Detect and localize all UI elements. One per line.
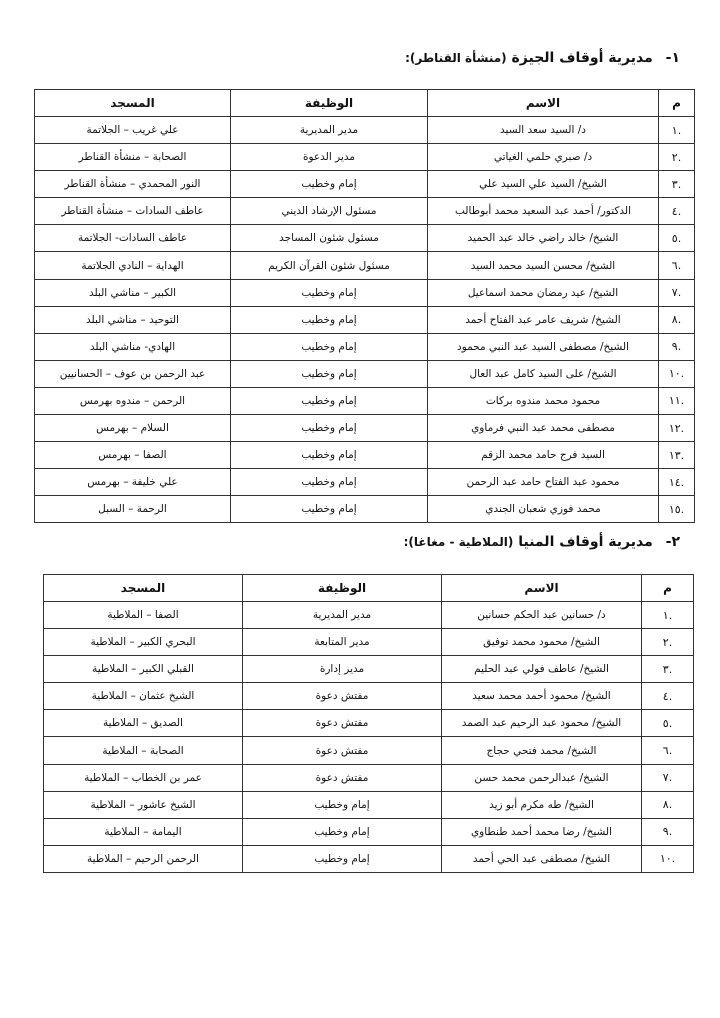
row-mosque: الهادي- مناشي البلد xyxy=(35,333,231,360)
row-mosque: التوحيد – مناشي البلد xyxy=(35,306,231,333)
row-job: إمام وخطيب xyxy=(231,496,428,523)
row-name: الدكتور/ أحمد عبد السعيد محمد أبوطالب xyxy=(428,198,659,225)
table-row xyxy=(35,469,695,496)
section-1-table-body xyxy=(35,117,695,523)
section-2-heading xyxy=(404,534,680,550)
table-row xyxy=(35,144,695,171)
row-job: إمام وخطيب xyxy=(231,442,428,469)
header-num: م xyxy=(642,575,694,602)
row-job: مسئول الإرشاد الديني xyxy=(231,198,428,225)
row-number: .٨ xyxy=(659,306,695,333)
row-job: مدير المتابعة xyxy=(243,629,442,656)
row-name: الشيخ/ محمد فتحي حجاج xyxy=(442,737,642,764)
row-name: د/ السيد سعد السيد xyxy=(428,117,659,144)
row-number: .٨ xyxy=(642,791,694,818)
row-number: .٢ xyxy=(642,629,694,656)
row-name: محمود محمد مندوه بركات xyxy=(428,387,659,414)
row-number: .٥ xyxy=(642,710,694,737)
table-row xyxy=(44,656,694,683)
row-number: .١٥ xyxy=(659,496,695,523)
row-job: مفتش دعوة xyxy=(243,710,442,737)
table-row xyxy=(44,683,694,710)
row-mosque: اليمامة – الملاطية xyxy=(44,818,243,845)
row-mosque: الشيخ عاشور – الملاطية xyxy=(44,791,243,818)
table-row xyxy=(44,818,694,845)
row-job: إمام وخطيب xyxy=(231,306,428,333)
row-name: الشيخ/ محمود أحمد محمد سعيد xyxy=(442,683,642,710)
section-2-title: مديرية أوقاف المنيا xyxy=(518,534,653,550)
table-row xyxy=(44,710,694,737)
table-row xyxy=(35,306,695,333)
table-row xyxy=(35,171,695,198)
row-mosque: السلام – بهرمس xyxy=(35,415,231,442)
section-1-table xyxy=(34,89,695,523)
row-mosque: الشيخ عثمان – الملاطية xyxy=(44,683,243,710)
row-name: د/ حسانين عبد الحكم حسانين xyxy=(442,602,642,629)
row-job: إمام وخطيب xyxy=(231,469,428,496)
row-mosque: عاطف السادات – منشأة القناطر xyxy=(35,198,231,225)
table-row xyxy=(44,791,694,818)
row-name: الشيخ/ شريف عامر عبد الفتاح أحمد xyxy=(428,306,659,333)
row-job: مدير المديرية xyxy=(231,117,428,144)
row-mosque: الرحمة – السبل xyxy=(35,496,231,523)
row-job: إمام وخطيب xyxy=(231,360,428,387)
row-number: .٥ xyxy=(659,225,695,252)
header-mosque: المسجد xyxy=(44,575,243,602)
row-name: الشيخ/ مصطفى عبد الحي أحمد xyxy=(442,845,642,872)
header-job: الوظيفة xyxy=(231,90,428,117)
row-mosque: الصفا – الملاطية xyxy=(44,602,243,629)
row-name: محمد فوزي شعبان الجندي xyxy=(428,496,659,523)
table-row xyxy=(35,252,695,279)
row-job: مدير الدعوة xyxy=(231,144,428,171)
row-name: الشيخ/ السيد علي السيد علي xyxy=(428,171,659,198)
header-num: م xyxy=(659,90,695,117)
row-number: .٩ xyxy=(642,818,694,845)
table-row xyxy=(35,415,695,442)
row-job: إمام وخطيب xyxy=(231,387,428,414)
section-2-table-body xyxy=(44,602,694,873)
row-number: .٦ xyxy=(659,252,695,279)
row-job: إمام وخطيب xyxy=(231,279,428,306)
table-header-row xyxy=(35,90,695,117)
row-job: إمام وخطيب xyxy=(231,333,428,360)
section-1-subtitle: (منشأة القناطر): xyxy=(405,51,507,65)
row-name: الشيخ/ مصطفى السيد عبد النبي محمود xyxy=(428,333,659,360)
row-name: د/ صبري حلمي الغياتي xyxy=(428,144,659,171)
table-row xyxy=(35,279,695,306)
table-row xyxy=(35,198,695,225)
row-number: .١١ xyxy=(659,387,695,414)
row-mosque: الكبير – مناشي البلد xyxy=(35,279,231,306)
row-mosque: علي غريب – الجلاتمة xyxy=(35,117,231,144)
row-number: .١٠ xyxy=(659,360,695,387)
row-name: الشيخ/ طه مكرم أبو زيد xyxy=(442,791,642,818)
header-name: الاسم xyxy=(442,575,642,602)
row-number: .٣ xyxy=(659,171,695,198)
section-2-number: ٢- xyxy=(665,534,680,550)
row-number: .١ xyxy=(642,602,694,629)
header-job: الوظيفة xyxy=(243,575,442,602)
row-number: .١٣ xyxy=(659,442,695,469)
table-row xyxy=(35,333,695,360)
row-job: مفتش دعوة xyxy=(243,737,442,764)
header-mosque: المسجد xyxy=(35,90,231,117)
row-job: مدير المديرية xyxy=(243,602,442,629)
row-number: .٣ xyxy=(642,656,694,683)
table-row xyxy=(35,496,695,523)
header-name: الاسم xyxy=(428,90,659,117)
row-name: محمود عبد الفتاح حامد عبد الرحمن xyxy=(428,469,659,496)
row-job: إمام وخطيب xyxy=(231,415,428,442)
section-1-title: مديرية أوقاف الجيزة xyxy=(511,50,653,66)
row-mosque: الصحابة – منشأة القناطر xyxy=(35,144,231,171)
row-job: إمام وخطيب xyxy=(243,845,442,872)
section-2-table xyxy=(43,574,694,873)
row-job: مفتش دعوة xyxy=(243,683,442,710)
row-job: مسئول شئون القرآن الكريم xyxy=(231,252,428,279)
row-name: الشيخ/ عبدالرحمن محمد حسن xyxy=(442,764,642,791)
table-row xyxy=(44,602,694,629)
row-name: الشيخ/ رضا محمد أحمد طنطاوي xyxy=(442,818,642,845)
row-name: الشيخ/ محسن السيد محمد السيد xyxy=(428,252,659,279)
row-job: إمام وخطيب xyxy=(243,818,442,845)
row-job: إمام وخطيب xyxy=(231,171,428,198)
row-name: مصطفى محمد عبد النبي فرماوي xyxy=(428,415,659,442)
row-number: .٩ xyxy=(659,333,695,360)
row-number: .١٠ xyxy=(642,845,694,872)
row-mosque: عبد الرحمن بن عوف – الحسانيين xyxy=(35,360,231,387)
row-mosque: الهداية – النادي الجلاتمة xyxy=(35,252,231,279)
row-number: .١٤ xyxy=(659,469,695,496)
row-number: .٤ xyxy=(659,198,695,225)
row-mosque: عمر بن الخطاب – الملاطية xyxy=(44,764,243,791)
row-job: إمام وخطيب xyxy=(243,791,442,818)
table-row xyxy=(35,360,695,387)
row-mosque: الرحمن – مندوه بهرمس xyxy=(35,387,231,414)
row-number: .١ xyxy=(659,117,695,144)
row-mosque: الصحابة – الملاطية xyxy=(44,737,243,764)
row-name: الشيخ/ محمود عبد الرحيم عبد الصمد xyxy=(442,710,642,737)
row-number: .٧ xyxy=(659,279,695,306)
section-1-heading xyxy=(405,50,680,66)
table-row xyxy=(44,629,694,656)
row-mosque: البحري الكبير – الملاطية xyxy=(44,629,243,656)
table-header-row xyxy=(44,575,694,602)
row-mosque: القبلي الكبير – الملاطية xyxy=(44,656,243,683)
table-row xyxy=(35,442,695,469)
row-mosque: الصفا – بهرمس xyxy=(35,442,231,469)
table-row xyxy=(44,764,694,791)
row-number: .١٢ xyxy=(659,415,695,442)
row-job: مدير إدارة xyxy=(243,656,442,683)
row-mosque: الصديق – الملاطية xyxy=(44,710,243,737)
row-name: الشيخ/ عاطف فولي عبد الحليم xyxy=(442,656,642,683)
row-job: مسئول شئون المساجد xyxy=(231,225,428,252)
section-1-number: ١- xyxy=(665,50,680,66)
table-row xyxy=(35,387,695,414)
table-row xyxy=(44,845,694,872)
row-mosque: النور المحمدي – منشأة القناطر xyxy=(35,171,231,198)
table-row xyxy=(35,225,695,252)
table-row xyxy=(35,117,695,144)
row-job: مفتش دعوة xyxy=(243,764,442,791)
row-number: .٧ xyxy=(642,764,694,791)
row-name: السيد فرج حامد محمد الزقم xyxy=(428,442,659,469)
row-name: الشيخ/ عيد رمضان محمد اسماعيل xyxy=(428,279,659,306)
row-name: الشيخ/ محمود محمد توفيق xyxy=(442,629,642,656)
row-number: .٢ xyxy=(659,144,695,171)
row-mosque: عاطف السادات- الجلاتمة xyxy=(35,225,231,252)
section-2-subtitle: (الملاطية - مغاغا): xyxy=(403,535,514,549)
row-name: الشيخ/ خالد راضي خالد عبد الحميد xyxy=(428,225,659,252)
row-name: الشيخ/ على السيد كامل عبد العال xyxy=(428,360,659,387)
row-number: .٦ xyxy=(642,737,694,764)
table-row xyxy=(44,737,694,764)
row-mosque: الرحمن الرحيم – الملاطية xyxy=(44,845,243,872)
row-number: .٤ xyxy=(642,683,694,710)
row-mosque: علي خليفة – بهرمس xyxy=(35,469,231,496)
